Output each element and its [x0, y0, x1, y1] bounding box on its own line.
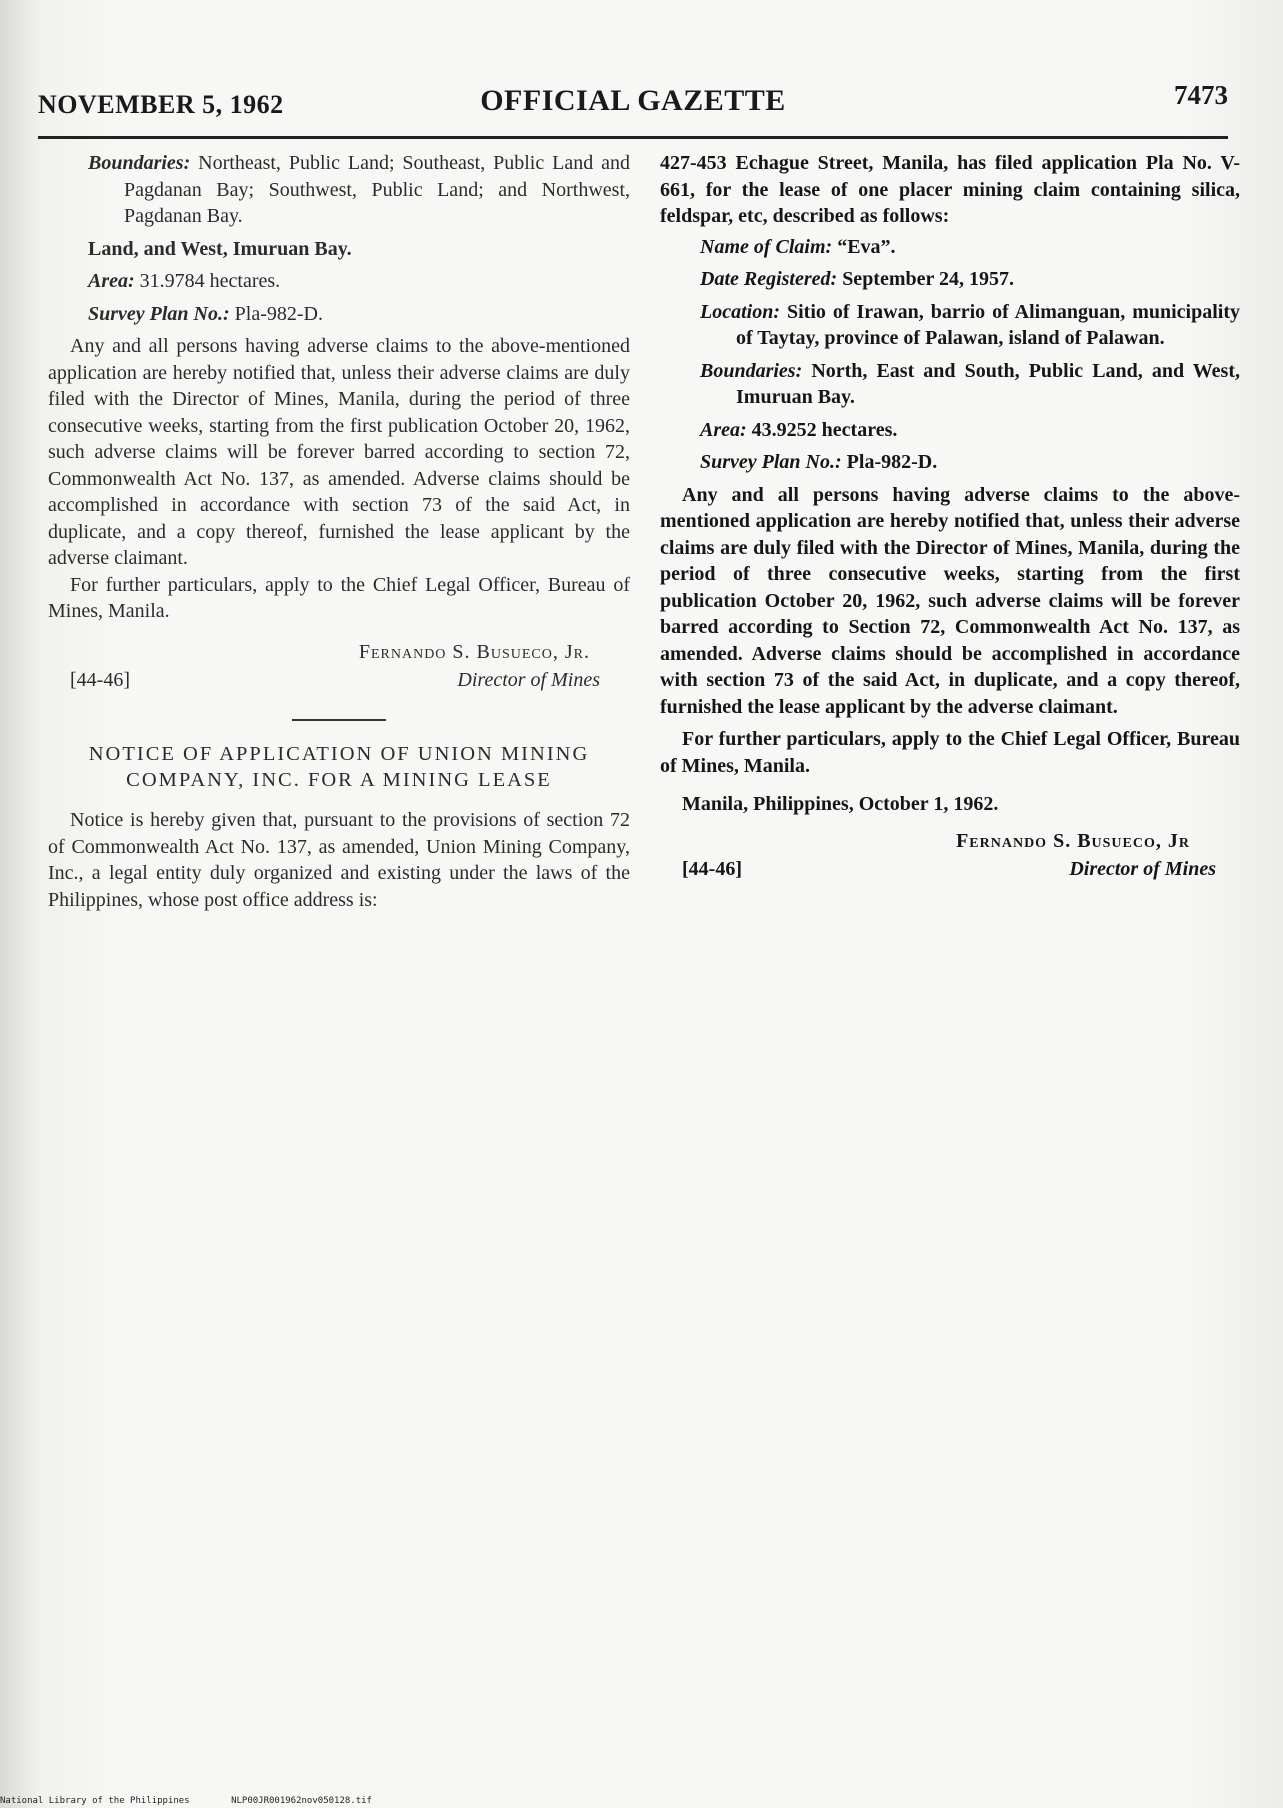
left-boundaries — [88, 150, 630, 230]
right-signatory-role: Director of Mines — [1069, 858, 1216, 880]
left-boundaries-label: Boundaries: — [88, 152, 191, 174]
right-claim-name — [700, 234, 1240, 261]
left-column — [48, 150, 630, 913]
section-divider — [292, 719, 386, 721]
right-boundaries-value: North, East and South, Public Land, and West, Imuruan Bay. — [736, 359, 1240, 408]
header-rule — [38, 136, 1228, 139]
notice-paragraph: Notice is hereby given that, pursuant to the provisions of section 72 of Commonwealth Act No. 137, as amended, Union Mining Company, Inc., a legal entity duly organized and existing under the laws of the Philippines, whose post office address is: — [48, 809, 630, 911]
right-location — [700, 299, 1240, 352]
notice-title — [48, 741, 630, 793]
left-survey-plan — [88, 301, 630, 328]
right-signatory: Fernando S. Busueco, Jr — [956, 829, 1190, 852]
right-intro: 427-453 Echague Street, Manila, has filed application Pla No. V-661, for the lease of one placer mining claim containing silica, feldspar, etc, described as follows: — [660, 152, 1240, 227]
left-area-label: Area: — [88, 270, 135, 292]
left-survey-label: Survey Plan No.: — [88, 302, 230, 325]
left-survey-value: Pla-982-D. — [234, 302, 323, 325]
left-boundaries-text: Northeast, Public Land; Southeast, Public Land and Pagdanan Bay; Southwest, Public Land; and Northwest, Pagdanan Bay. — [124, 152, 631, 227]
right-claim-value: “Eva”. — [837, 235, 896, 258]
notice-title-line1: NOTICE OF APPLICATION OF UNION MINING — [88, 743, 590, 765]
right-boundaries — [700, 358, 1240, 411]
left-reference-number: [44-46] — [70, 669, 130, 691]
right-signature-row — [660, 856, 1240, 886]
page-header — [38, 80, 1228, 130]
left-area — [88, 268, 630, 295]
right-claim-label: Name of Claim: — [700, 235, 833, 258]
left-signatory: Fernando S. Busueco, Jr. — [358, 640, 590, 663]
right-area-label: Area: — [700, 418, 747, 441]
header-date: NOVEMBER 5, 1962 — [38, 90, 284, 119]
left-paragraph-particulars: For further particulars, apply to the Chief Legal Officer, Bureau of Mines, Manila. — [48, 573, 630, 622]
right-location-label: Location: — [700, 300, 780, 323]
header-page-number: 7473 — [1174, 80, 1228, 110]
header-title: OFFICIAL GAZETTE — [480, 84, 786, 117]
left-signatory-role: Director of Mines — [457, 669, 600, 691]
right-area-value: 43.9252 hectares. — [751, 418, 898, 441]
right-survey-value: Pla-982-D. — [846, 451, 938, 473]
right-boundaries-label: Boundaries: — [700, 359, 803, 382]
footer-library: National Library of the Philippines — [0, 1796, 190, 1806]
right-location-value: Sitio of Irawan, barrio of Alimanguan, municipality of Taytay, province of Palawan, island of Palawan. — [736, 300, 1241, 349]
notice-title-line2: COMPANY, INC. FOR A MINING LEASE — [126, 769, 552, 791]
left-signature-row — [48, 667, 630, 697]
left-paragraph-adverse-claims: Any and all persons having adverse claims to the above-mentioned application are hereby notified that, unless their adverse claims are duly filed with the Director of Mines, Manila, during the period of three consecutive weeks, starting from the first publication October 20, 1962, such adverse claims will be forever barred according to section 72, Commonwealth Act No. 137, as amended. Adverse claims should be accomplished in accordance with section 73 of the said Act, in duplicate, and a copy thereof, furnished the lease applicant by the adverse claimant. — [48, 335, 630, 569]
right-date-label: Date Registered: — [700, 268, 838, 290]
right-area — [700, 417, 1240, 444]
right-paragraph-particulars: For further particulars, apply to the Chief Legal Officer, Bureau of Mines, Manila. — [660, 728, 1240, 777]
right-paragraph-adverse-claims: Any and all persons having adverse claims to the above-mentioned application are hereby notified that, unless their adverse claims are duly filed with the Director of Mines, Manila, during the period of three consecutive weeks, starting from the first publication October 20, 1962, such adverse claims will be forever barred according to Section 72, Commonwealth Act No. 137, as amended. Adverse claims should be accomplished in accordance with section 73 of the said Act, in duplicate, and a copy thereof, furnished the lease applicant by the adverse claimant. — [660, 483, 1240, 718]
right-column — [660, 150, 1240, 886]
footer-file: NLP00JR001962nov050128.tif — [231, 1796, 372, 1806]
right-date-registered — [700, 266, 1240, 293]
left-area-value: 31.9784 hectares. — [139, 270, 281, 292]
right-reference-number: [44-46] — [682, 858, 742, 880]
left-stray-line: Land, and West, Imuruan Bay. — [88, 237, 352, 260]
right-survey-plan — [700, 449, 1240, 476]
right-date-value: September 24, 1957. — [842, 268, 1015, 290]
scan-footer — [0, 1796, 408, 1806]
right-survey-label: Survey Plan No.: — [700, 451, 842, 473]
right-place-date: Manila, Philippines, October 1, 1962. — [682, 793, 999, 815]
